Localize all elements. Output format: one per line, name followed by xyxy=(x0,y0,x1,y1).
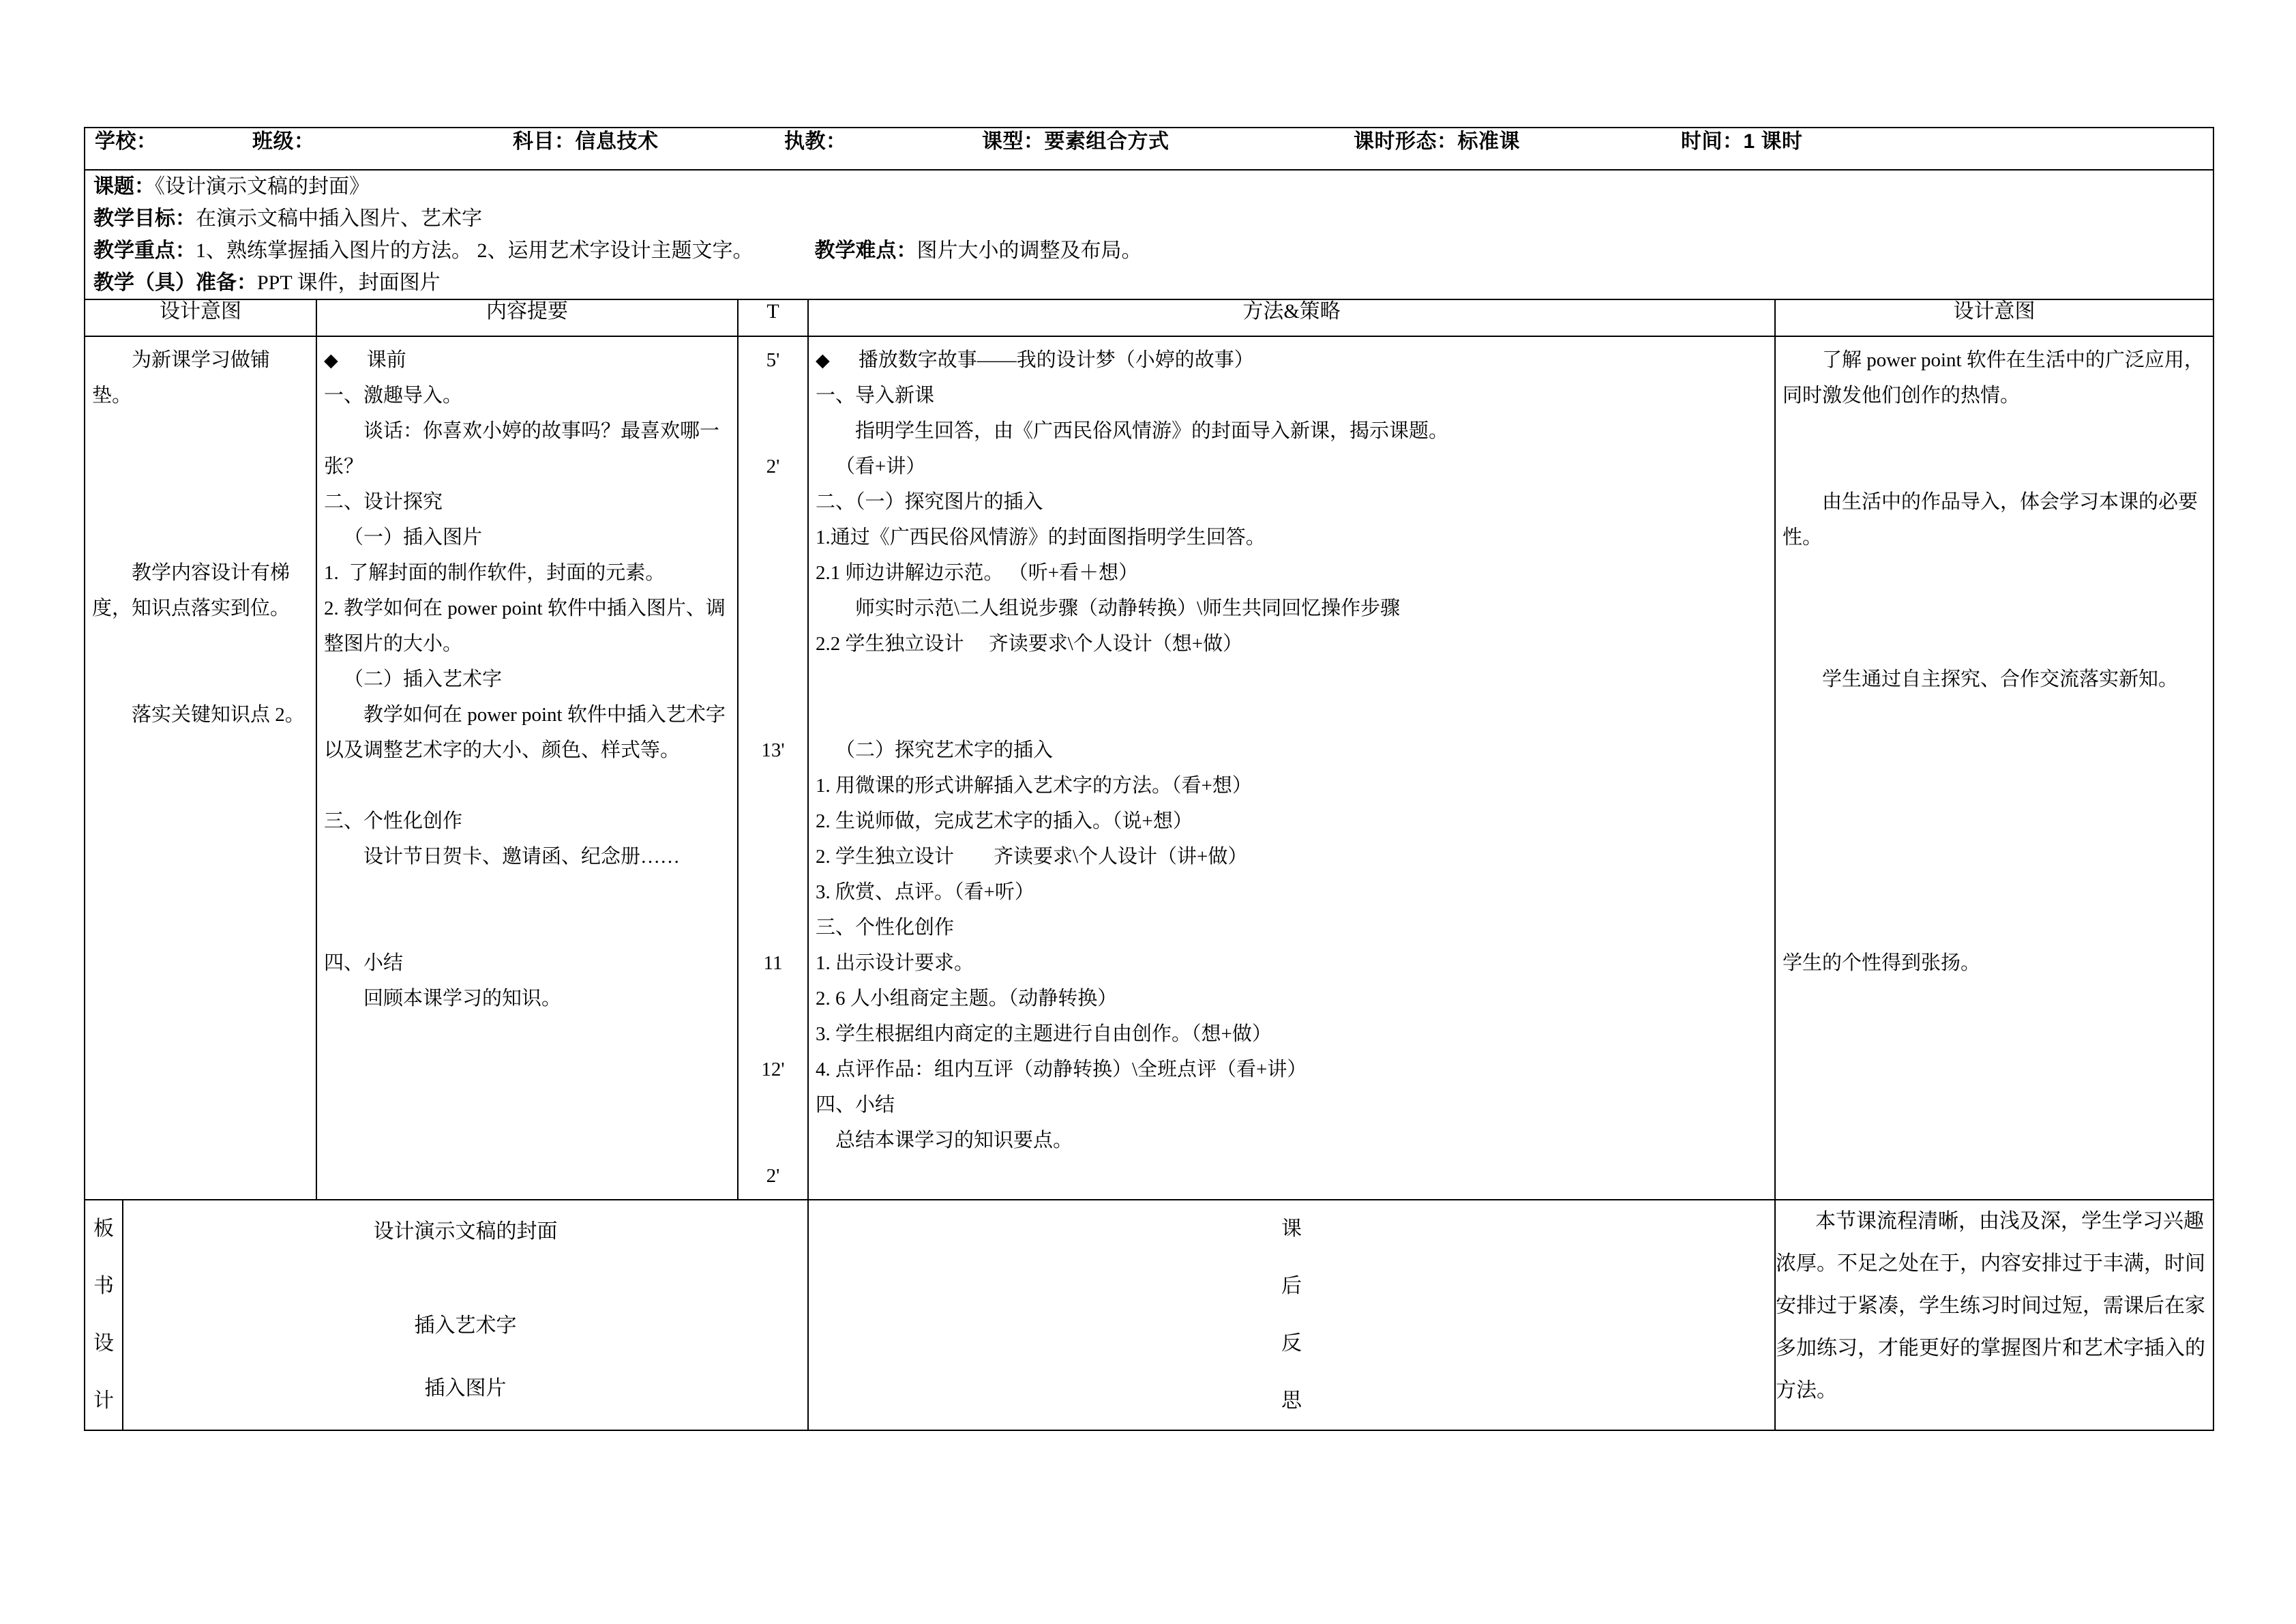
time-value: 12' xyxy=(761,1059,785,1080)
cell-intent-right xyxy=(1775,336,2213,1200)
intent-right-item: 学生通过自主探究、合作交流落实新知。 xyxy=(1822,668,2179,690)
colheader-intent-left: 设计意图 xyxy=(85,299,316,336)
info-prep-value: PPT 课件，封面图片 xyxy=(257,271,441,294)
header-info-cell xyxy=(85,170,2213,299)
field-subject-value: 信息技术 xyxy=(575,130,659,153)
header-meta-line xyxy=(85,128,2213,156)
cell-outline xyxy=(316,336,738,1200)
info-topic-line xyxy=(85,171,2213,203)
info-topic-label: 课题： xyxy=(93,175,155,198)
field-period-form-label: 课时形态： xyxy=(1354,130,1458,153)
colheader-intent-right: 设计意图 xyxy=(1775,299,2213,336)
intent-right-item: 由生活中的作品导入，体会学习本课的必要性。 xyxy=(1783,491,2198,548)
field-time-label: 时间： xyxy=(1681,130,1744,153)
reflection-content xyxy=(1775,1200,2213,1430)
column-header-row xyxy=(85,299,2213,336)
field-time-value: 1 课时 xyxy=(1743,130,1803,153)
info-keypoint-label: 教学重点： xyxy=(93,239,196,262)
reflection-label-char: 课 xyxy=(1281,1217,1302,1240)
header-meta-cell xyxy=(85,128,2213,170)
field-school-label: 学校： xyxy=(95,130,158,153)
info-goal-label: 教学目标： xyxy=(93,207,196,230)
method-line: 2. 6 人小组商定主题。（动静转换） xyxy=(816,988,1118,1009)
intent-left-item: 教学内容设计有梯度，知识点落实到位。 xyxy=(92,562,290,619)
method-line: 1.通过《广西民俗风情游》的封面图指明学生回答。 xyxy=(816,527,1266,548)
field-lesson-type-label: 课型： xyxy=(982,130,1045,153)
info-keypoint-line xyxy=(85,235,2213,267)
outline-line: 1. 了解封面的制作软件，封面的元素。 xyxy=(324,562,666,584)
outline-line: 二、设计探究 xyxy=(324,491,443,513)
cell-method xyxy=(808,336,1775,1200)
outline-line: 谈话：你喜欢小婷的故事吗？最喜欢哪一张？ xyxy=(324,420,720,477)
info-keypoint-value: 1、熟练掌握插入图片的方法。 2、运用艺术字设计主题文字。 xyxy=(196,239,754,262)
method-line: 2.1 师边讲解边示范。 （听+看＋想） xyxy=(816,562,1139,584)
outline-marker-text: 课前 xyxy=(366,349,406,371)
intent-right-content xyxy=(1776,337,2213,986)
outline-line: （二）插入艺术字 xyxy=(344,668,503,690)
lesson-plan-sheet xyxy=(84,127,2213,1431)
field-lesson-type-value: 要素组合方式 xyxy=(1044,130,1169,153)
field-class-label: 班级： xyxy=(252,130,315,153)
method-line: 4. 点评作品：组内互评（动静转换）\全班点评（看+讲） xyxy=(816,1059,1307,1080)
info-prep-line xyxy=(85,267,2213,299)
colheader-time: T xyxy=(738,299,808,336)
diamond-icon: ◆ xyxy=(324,350,338,370)
lesson-plan-table xyxy=(84,127,2214,1431)
board-reflection-row xyxy=(85,1200,2213,1430)
cell-intent-left xyxy=(85,336,316,1200)
reflection-label-char: 后 xyxy=(1281,1275,1302,1297)
cell-time xyxy=(738,336,808,1200)
method-line: 2.2 学生独立设计 齐读要求\个人设计（想+做） xyxy=(816,633,1243,655)
board-line: 插入艺术字 xyxy=(414,1314,517,1337)
method-content xyxy=(809,337,1774,1164)
info-difficulty-value: 图片大小的调整及布局。 xyxy=(916,239,1142,262)
diamond-icon: ◆ xyxy=(816,350,830,370)
board-line: 插入图片 xyxy=(424,1377,507,1400)
outline-line: 一、激趣导入。 xyxy=(324,385,463,407)
intent-left-item: 落实关键知识点 2。 xyxy=(132,704,305,726)
board-design-label-char: 计 xyxy=(93,1389,114,1412)
outline-line: 2. 教学如何在 power point 软件中插入图片、调整图片的大小。 xyxy=(324,597,726,655)
method-line: 指明学生回答，由《广西民俗风情游》的封面导入新课，揭示课题。 xyxy=(855,420,1449,442)
method-line: （看+讲） xyxy=(835,456,926,477)
method-line: （二）探究艺术字的插入 xyxy=(835,739,1054,761)
method-line: 1. 用微课的形式讲解插入艺术字的方法。（看+想） xyxy=(816,775,1252,797)
header-meta-row xyxy=(85,128,2213,170)
outline-line: 教学如何在 power point 软件中插入艺术字以及调整艺术字的大小、颜色、样式等。 xyxy=(324,704,726,761)
outline-line: 四、小结 xyxy=(324,952,404,974)
outline-line: 回顾本课学习的知识。 xyxy=(363,988,562,1009)
intent-right-item: 了解 power point 软件在生活中的广泛应用，同时激发他们创作的热情。 xyxy=(1783,349,2204,407)
reflection-label xyxy=(808,1200,1775,1430)
info-goal-line xyxy=(85,203,2213,235)
board-design-label-char: 书 xyxy=(93,1275,114,1297)
method-line: 1. 出示设计要求。 xyxy=(816,952,974,974)
header-info-row xyxy=(85,170,2213,299)
reflection-label-char: 反 xyxy=(1281,1332,1302,1355)
method-line: 四、小结 xyxy=(816,1094,895,1116)
reflection-label-char: 思 xyxy=(1281,1389,1302,1412)
method-line: 2. 学生独立设计 齐读要求\个人设计（讲+做） xyxy=(816,846,1248,868)
time-value: 13' xyxy=(761,739,785,761)
time-value: 2' xyxy=(766,456,780,477)
colheader-method: 方法&策略 xyxy=(808,299,1775,336)
outline-line: （一）插入图片 xyxy=(344,527,483,548)
outline-marker-line xyxy=(324,342,730,378)
time-content xyxy=(739,337,807,1199)
board-design-content xyxy=(123,1200,808,1430)
field-period-form-value: 标准课 xyxy=(1457,130,1520,153)
method-marker-line xyxy=(816,342,1768,378)
method-line: 三、个性化创作 xyxy=(816,917,955,939)
info-goal-value: 在演示文稿中插入图片、艺术字 xyxy=(196,207,482,230)
info-difficulty-label: 教学难点： xyxy=(814,239,917,262)
method-line: 3. 欣赏、点评。（看+听） xyxy=(816,881,1034,903)
board-line: 设计演示文稿的封面 xyxy=(373,1220,558,1243)
time-value: 2' xyxy=(766,1165,780,1187)
info-topic-value: 《设计演示文稿的封面》 xyxy=(155,175,370,198)
method-line: 一、导入新课 xyxy=(816,385,935,407)
intent-right-item: 学生的个性得到张扬。 xyxy=(1783,952,1981,974)
outline-content xyxy=(317,337,737,1022)
field-subject-label: 科目： xyxy=(513,130,576,153)
method-marker-text: 播放数字故事——我的设计梦（小婷的故事） xyxy=(858,349,1254,371)
intent-left-item: 为新课学习做铺垫。 xyxy=(92,349,271,407)
info-prep-label: 教学（具）准备： xyxy=(93,271,257,294)
method-line: 师实时示范\二人组说步骤（动静转换）\师生共同回忆操作步骤 xyxy=(855,597,1401,619)
method-line: 3. 学生根据组内商定的主题进行自由创作。（想+做） xyxy=(816,1023,1272,1045)
plan-body-row xyxy=(85,336,2213,1200)
outline-line: 三、个性化创作 xyxy=(324,810,463,832)
board-design-label-char: 板 xyxy=(93,1217,114,1240)
time-value: 5' xyxy=(766,349,780,371)
colheader-outline: 内容提要 xyxy=(316,299,738,336)
reflection-text: 本节课流程清晰，由浅及深，学生学习兴趣浓厚。不足之处在于，内容安排过于丰满，时间安排过于紧凑，学生练习时间过短，需课后在家多加练习，才能更好的掌握图片和艺术字插入的方法。 xyxy=(1776,1210,2205,1402)
board-design-label-char: 设 xyxy=(93,1332,114,1355)
intent-left-content xyxy=(85,337,316,738)
method-line: 总结本课学习的知识要点。 xyxy=(835,1130,1073,1151)
method-line: 二、（一）探究图片的插入 xyxy=(816,491,1043,513)
board-design-label xyxy=(85,1200,123,1430)
outline-line: 设计节日贺卡、邀请函、纪念册…… xyxy=(363,846,681,868)
field-teacher-label: 执教： xyxy=(784,130,847,153)
time-value: 11 xyxy=(763,952,783,974)
method-line: 2. 生说师做，完成艺术字的插入。（说+想） xyxy=(816,810,1193,832)
